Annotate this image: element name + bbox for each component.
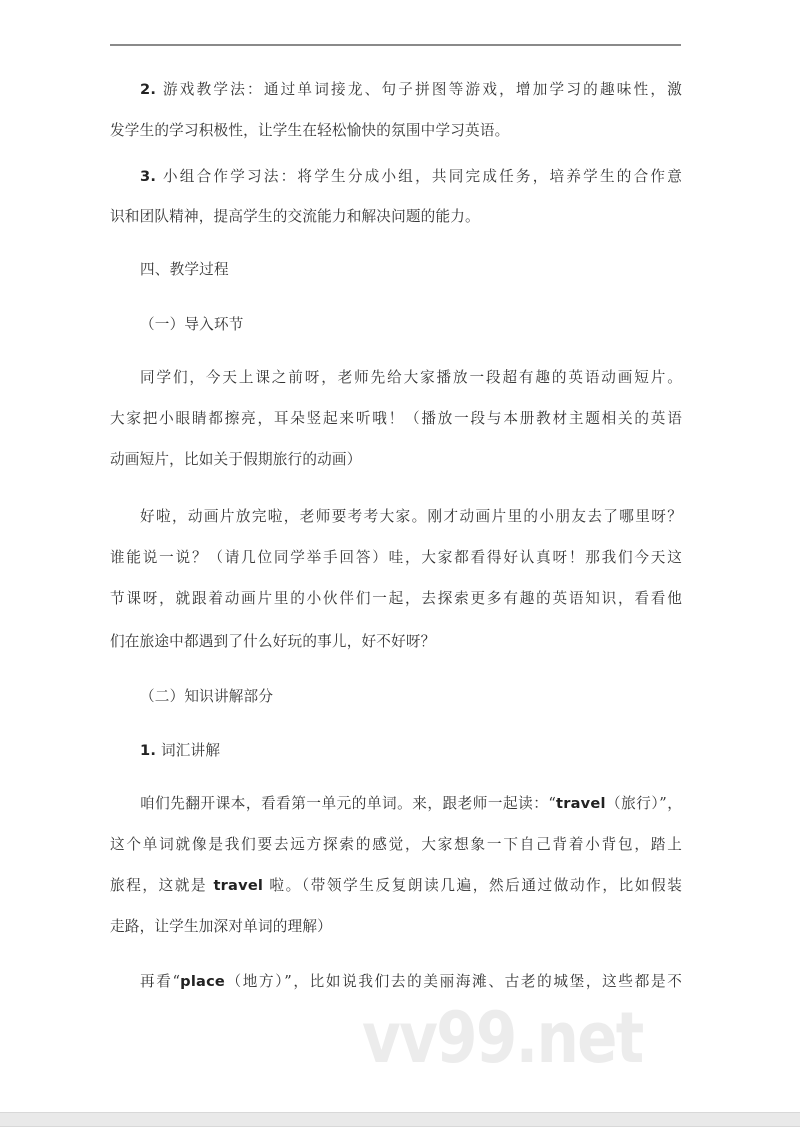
text-line: 好啦，动画片放完啦，老师要考考大家。刚才动画片里的小朋友去了哪里呀？ [140,508,682,525]
watermark: vv99.net [362,997,643,1079]
text-line: 走路，让学生加深对单词的理解） [110,918,332,935]
text-line: 游戏教学法：通过单词接龙、句子拼图等游戏，增加学习的趣味性，激 [162,81,683,98]
heading-text: 词汇讲解 [160,742,221,759]
header-rule [110,44,681,46]
english-word: place [180,973,226,990]
text-span: （地方）”，比如说我们去的美丽海滩、古老的城堡，这些都是不 [225,973,682,990]
text-span: （旅行）”， [605,795,682,812]
text-line: 节课呀，就跟着动画片里的小伙伴们一起，去探索更多有趣的英语知识，看看他 [110,590,682,607]
text-line: 谁能说一说？（请几位同学举手回答）哇，大家都看得好认真呀！那我们今天这 [110,549,682,566]
text-line: 发学生的学习积极性，让学生在轻松愉快的氛围中学习英语。 [110,122,510,139]
text-line: 小组合作学习法：将学生分成小组，共同完成任务，培养学生的合作意 [162,168,683,185]
list-number: 3. [140,168,157,185]
text-line: 同学们，今天上课之前呀，老师先给大家播放一段超有趣的英语动画短片。 [140,369,682,386]
text-span: 啦。（带领学生反复朗读几遍，然后通过做动作，比如假装 [263,877,682,894]
english-word: travel [213,877,264,894]
subsection-heading-knowledge: （二）知识讲解部分 [140,688,274,705]
text-line: 大家把小眼睛都擦亮，耳朵竖起来听哦！（播放一段与本册教材主题相关的英语 [110,410,682,427]
list-number: 2. [140,81,157,98]
page-separator [0,1112,800,1127]
list-number: 1. [140,742,157,759]
text-line [140,794,682,814]
text-line: 们在旅途中都遇到了什么好玩的事儿，好不好呀？ [110,633,436,650]
text-line [110,876,682,896]
text-span: 咱们先翻开课本，看看第一单元的单词。来，跟老师一起读：“ [140,795,557,812]
text-span: 再看“ [140,973,181,990]
text-line: 这个单词就像是我们要去远方探索的感觉，大家想象一下自己背着小背包，踏上 [110,836,682,853]
paragraph-game-method [140,80,682,100]
paragraph-group-method [140,167,682,187]
text-line: 动画短片，比如关于假期旅行的动画） [110,451,362,468]
text-line: 识和团队精神，提高学生的交流能力和解决问题的能力。 [110,208,480,225]
english-word: travel [556,795,606,812]
text-line [140,972,682,992]
subsection-heading-intro: （一）导入环节 [140,316,244,333]
heading-vocabulary [140,741,712,761]
section-heading-teaching-process: 四、教学过程 [140,261,229,278]
text-span: 旅程，这就是 [110,877,214,894]
